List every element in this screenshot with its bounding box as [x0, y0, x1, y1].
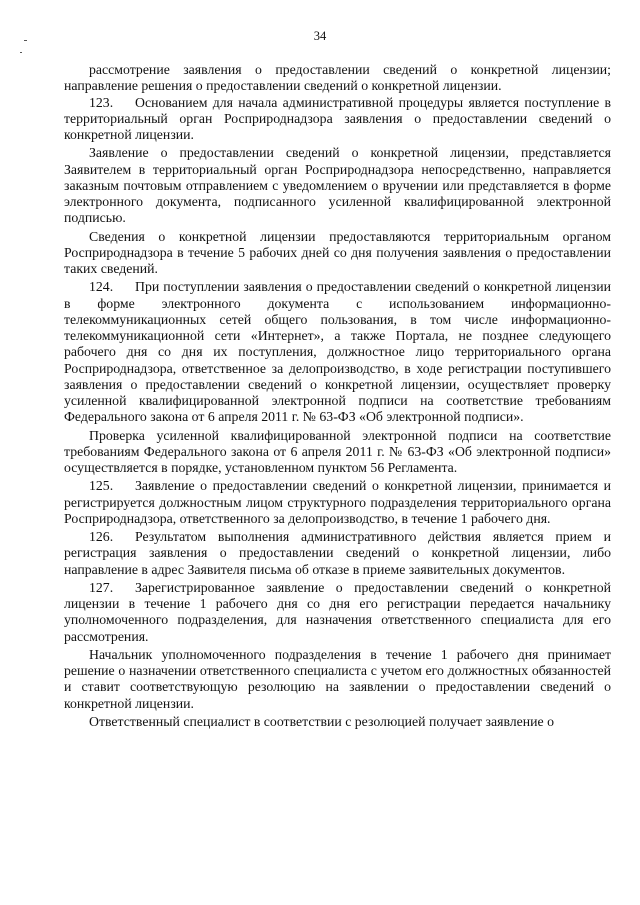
paragraph-text: Проверка усиленной квалифицированной электронной подписи на соответствие требованиям Федерального закона от 6 апреля 2011 г. № 63-ФЗ «Об электронной подписи» осуществляется в порядке, установленном пунктом 56 Регламента.	[64, 427, 611, 475]
paragraph-text: Основанием для начала административной процедуры является поступление в территориальный орган Росприроднадзора заявления о предоставлении сведений о конкретной лицензии.	[64, 94, 611, 142]
paragraph-127	[64, 580, 611, 645]
paragraph-text: рассмотрение заявления о предоставлении сведений о конкретной лицензии; направление решения о предоставлении сведений о конкретной лицензии.	[64, 62, 611, 94]
paragraph	[64, 714, 611, 730]
paragraph-number: 124.	[89, 279, 114, 295]
paragraph-text: Зарегистрированное заявление о предоставлении сведений о конкретной лицензии в течение 1 рабочего дня со дня его регистрации передается начальнику уполномоченного подразделения, для назначения ответственного специалиста для его рассмотрения.	[64, 579, 611, 644]
paragraph-124	[64, 279, 611, 425]
paragraph-text: Результатом выполнения административного действия является прием и регистрация заявления о предоставлении сведений о конкретной лицензии, либо направление в адрес Заявителя письма об отказе в приеме заявительных документов.	[64, 529, 611, 577]
paragraph-number: 123.	[89, 94, 114, 110]
paragraph-126	[64, 529, 611, 578]
paragraph-number: 125.	[89, 478, 114, 494]
document-body	[64, 62, 611, 730]
paragraph-number: 127.	[89, 579, 114, 595]
paragraph	[64, 145, 611, 226]
paragraph-number: 126.	[89, 529, 114, 544]
paragraph-text: Начальник уполномоченного подразделения в течение 1 рабочего дня принимает решение о назначении ответственного специалиста с учетом его должностных обязанностей и ставит соответствующую резолюцию на заявлении о предоставлении сведений о конкретной лицензии.	[64, 646, 611, 711]
paragraph-text: При поступлении заявления о предоставлении сведений о конкретной лицензии в форме электронного документа с использованием информационно-телекоммуникационных сетей общего пользования, в том числе информационно-телекоммуникационной сети «Интернет», а также Портала, не позднее следующего рабочего дня со дня их поступления, должностное лицо территориального органа Росприроднадзора, ответственное за делопроизводство, в ходе регистрации поступившего заявления о предоставлении сведений о конкретной лицензии, осуществляет проверку усиленной квалифицированной электронной подписи на соответствие требованиям Федерального закона от 6 апреля 2011 г. № 63-ФЗ «Об электронной подписи».	[64, 279, 611, 425]
scan-artifact	[20, 52, 22, 53]
paragraph-123	[64, 95, 611, 144]
paragraph	[64, 428, 611, 477]
page-number: 34	[313, 29, 327, 43]
paragraph-text: Заявление о предоставлении сведений о конкретной лицензии, принимается и регистрируется должностным лицом структурного подразделения территориального органа Росприроднадзора, ответственного за делопроизводство, в течение 1 рабочего дня.	[64, 478, 611, 526]
paragraph	[64, 647, 611, 712]
paragraph	[64, 229, 611, 278]
paragraph-text: Ответственный специалист в соответствии с резолюцией получает заявление о	[89, 713, 555, 729]
paragraph-text: Сведения о конкретной лицензии предоставляются территориальным органом Росприроднадзора в течение 5 рабочих дней со дня получения заявления о предоставлении таких сведений.	[64, 228, 611, 276]
paragraph-125	[64, 478, 611, 527]
paragraph-text: Заявление о предоставлении сведений о конкретной лицензии, представляется Заявителем в территориальный орган Росприроднадзора непосредственно, направляется заказным почтовым отправлением с уведомлением о вручении или представляется в форме электронного документа, подписанного усиленной квалифицированной электронной подписью.	[64, 145, 611, 226]
paragraph	[64, 62, 611, 95]
